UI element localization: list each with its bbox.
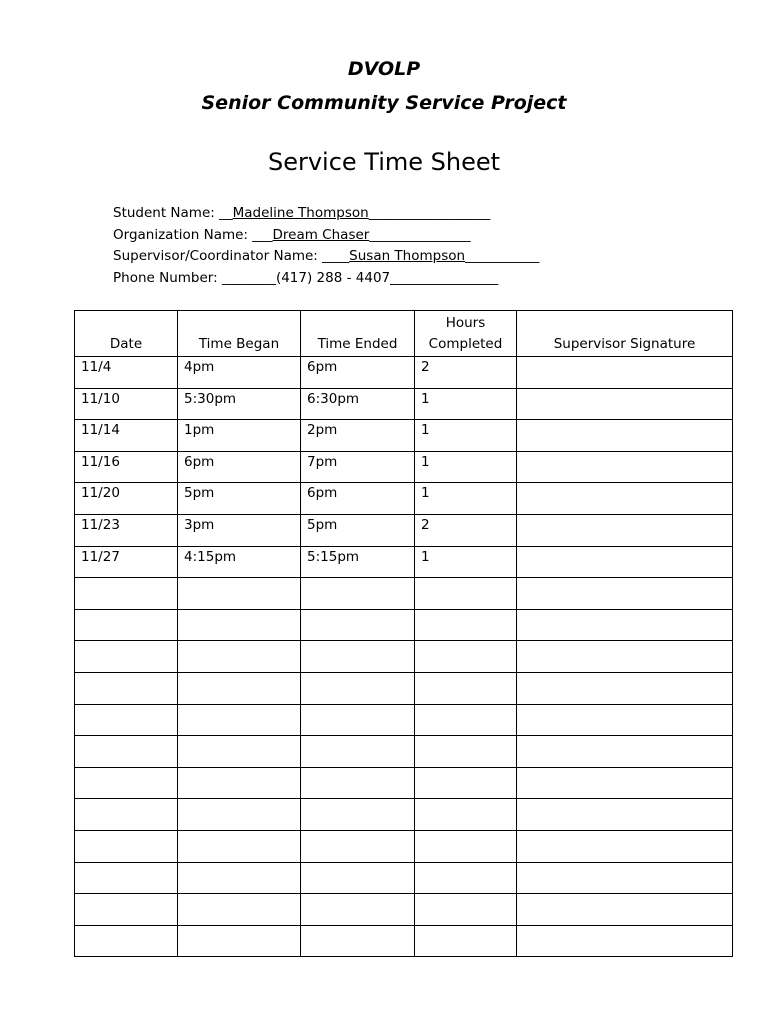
cell-began: 5pm xyxy=(178,483,301,515)
table-row xyxy=(75,925,733,957)
cell-signature xyxy=(517,894,733,926)
table-row xyxy=(75,514,733,546)
cell-hours xyxy=(415,925,517,957)
cell-date xyxy=(75,609,178,641)
cell-hours: 1 xyxy=(415,388,517,420)
cell-date: 11/27 xyxy=(75,546,178,578)
cell-began xyxy=(178,830,301,862)
table-row xyxy=(75,894,733,926)
cell-ended xyxy=(301,736,415,768)
cell-began xyxy=(178,641,301,673)
cell-hours: 1 xyxy=(415,451,517,483)
table-row xyxy=(75,736,733,768)
table-row xyxy=(75,672,733,704)
cell-date xyxy=(75,578,178,610)
cell-signature xyxy=(517,451,733,483)
table-row xyxy=(75,704,733,736)
cell-date xyxy=(75,767,178,799)
cell-hours xyxy=(415,767,517,799)
cell-signature xyxy=(517,641,733,673)
cell-ended xyxy=(301,704,415,736)
cell-began xyxy=(178,736,301,768)
header-time-ended: Time Ended xyxy=(301,311,415,357)
cell-hours: 1 xyxy=(415,546,517,578)
cell-ended xyxy=(301,672,415,704)
header-hours-completed xyxy=(415,311,517,357)
cell-ended xyxy=(301,641,415,673)
cell-signature xyxy=(517,799,733,831)
table-row xyxy=(75,862,733,894)
cell-hours: 1 xyxy=(415,483,517,515)
cell-signature xyxy=(517,736,733,768)
table-row xyxy=(75,641,733,673)
cell-ended: 7pm xyxy=(301,451,415,483)
cell-began: 6pm xyxy=(178,451,301,483)
cell-hours: 1 xyxy=(415,420,517,452)
cell-signature xyxy=(517,483,733,515)
table-row xyxy=(75,799,733,831)
cell-began: 4pm xyxy=(178,357,301,389)
cell-date xyxy=(75,704,178,736)
cell-signature xyxy=(517,514,733,546)
cell-date: 11/16 xyxy=(75,451,178,483)
cell-began xyxy=(178,672,301,704)
phone-number-label: Phone Number: ________ xyxy=(113,269,276,286)
supervisor-name-line xyxy=(113,246,539,268)
cell-began xyxy=(178,578,301,610)
cell-hours: 2 xyxy=(415,514,517,546)
cell-ended xyxy=(301,578,415,610)
table-row xyxy=(75,546,733,578)
cell-date xyxy=(75,894,178,926)
header-time-began: Time Began xyxy=(178,311,301,357)
table-row xyxy=(75,830,733,862)
cell-began: 5:30pm xyxy=(178,388,301,420)
supervisor-name-trail: ___________ xyxy=(465,248,540,264)
table-row xyxy=(75,357,733,389)
cell-began xyxy=(178,925,301,957)
table-row xyxy=(75,609,733,641)
cell-ended xyxy=(301,767,415,799)
cell-ended xyxy=(301,799,415,831)
info-block xyxy=(113,203,539,289)
cell-began xyxy=(178,894,301,926)
cell-signature xyxy=(517,704,733,736)
cell-date xyxy=(75,862,178,894)
phone-number-value: (417) 288 - 4407 xyxy=(275,269,391,286)
cell-ended xyxy=(301,862,415,894)
supervisor-name-value: Susan Thompson xyxy=(349,248,466,264)
cell-signature xyxy=(517,925,733,957)
cell-date xyxy=(75,830,178,862)
cell-date xyxy=(75,736,178,768)
cell-signature xyxy=(517,609,733,641)
cell-date xyxy=(75,925,178,957)
cell-signature xyxy=(517,578,733,610)
header-hours-line1: Hours xyxy=(445,315,486,331)
student-name-label: Student Name: __ xyxy=(113,205,233,221)
table-row xyxy=(75,578,733,610)
table-row xyxy=(75,388,733,420)
table-row xyxy=(75,483,733,515)
service-log-table xyxy=(74,310,733,957)
cell-date: 11/14 xyxy=(75,420,178,452)
project-title: Senior Community Service Project xyxy=(201,92,567,114)
cell-ended: 6pm xyxy=(301,483,415,515)
page-title: Service Time Sheet xyxy=(267,148,501,176)
supervisor-name-label: Supervisor/Coordinator Name: ____ xyxy=(113,248,350,264)
organization-name-trail: _______________ xyxy=(369,226,471,243)
cell-hours xyxy=(415,578,517,610)
cell-began: 1pm xyxy=(178,420,301,452)
cell-date xyxy=(75,799,178,831)
cell-hours: 2 xyxy=(415,357,517,389)
table-header-row xyxy=(75,311,733,357)
cell-date: 11/4 xyxy=(75,357,178,389)
cell-signature xyxy=(517,420,733,452)
organization-name-line xyxy=(113,225,539,247)
cell-signature xyxy=(517,546,733,578)
cell-ended: 6:30pm xyxy=(301,388,415,420)
cell-hours xyxy=(415,894,517,926)
cell-signature xyxy=(517,767,733,799)
cell-began xyxy=(178,704,301,736)
student-name-value: Madeline Thompson xyxy=(232,205,369,221)
cell-began xyxy=(178,799,301,831)
cell-signature xyxy=(517,862,733,894)
cell-ended xyxy=(301,894,415,926)
cell-ended xyxy=(301,609,415,641)
cell-date xyxy=(75,641,178,673)
table-row xyxy=(75,767,733,799)
organization-name-value: Dream Chaser xyxy=(272,226,370,243)
cell-began xyxy=(178,767,301,799)
cell-hours xyxy=(415,672,517,704)
organization-name-label: Organization Name: ___ xyxy=(113,226,273,243)
cell-ended: 5:15pm xyxy=(301,546,415,578)
cell-signature xyxy=(517,388,733,420)
cell-began: 4:15pm xyxy=(178,546,301,578)
phone-number-line xyxy=(113,268,539,290)
cell-hours xyxy=(415,830,517,862)
phone-number-trail: ________________ xyxy=(390,269,499,286)
cell-began xyxy=(178,609,301,641)
cell-date xyxy=(75,672,178,704)
cell-hours xyxy=(415,641,517,673)
cell-signature xyxy=(517,830,733,862)
table-body xyxy=(75,357,733,957)
cell-hours xyxy=(415,736,517,768)
cell-ended: 5pm xyxy=(301,514,415,546)
cell-date: 11/20 xyxy=(75,483,178,515)
header-hours-line2: Completed xyxy=(428,336,503,352)
cell-ended xyxy=(301,925,415,957)
cell-ended xyxy=(301,830,415,862)
cell-date: 11/23 xyxy=(75,514,178,546)
cell-ended: 6pm xyxy=(301,357,415,389)
cell-hours xyxy=(415,799,517,831)
cell-hours xyxy=(415,704,517,736)
cell-began: 3pm xyxy=(178,514,301,546)
cell-hours xyxy=(415,862,517,894)
table-row xyxy=(75,451,733,483)
cell-began xyxy=(178,862,301,894)
cell-signature xyxy=(517,672,733,704)
student-name-line xyxy=(113,203,539,225)
student-name-trail: __________________ xyxy=(368,205,491,221)
cell-hours xyxy=(415,609,517,641)
cell-signature xyxy=(517,357,733,389)
cell-date: 11/10 xyxy=(75,388,178,420)
org-title: DVOLP xyxy=(347,58,421,80)
header-supervisor-signature: Supervisor Signature xyxy=(517,311,733,357)
table-row xyxy=(75,420,733,452)
header-date: Date xyxy=(75,311,178,357)
cell-ended: 2pm xyxy=(301,420,415,452)
